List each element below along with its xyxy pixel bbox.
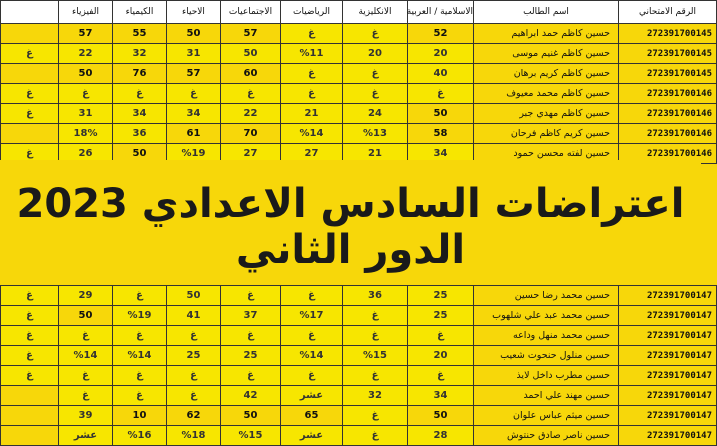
table-row	[1, 44, 717, 64]
grade-cell: %13	[343, 124, 408, 144]
student-name-cell: حسين محمد رضا حسين	[474, 286, 619, 306]
exam-number-cell: 272391700145	[619, 44, 717, 64]
grade-cell: 36	[113, 124, 167, 144]
student-name-cell: حسين مطرب داخل لايذ	[474, 366, 619, 386]
grade-cell: 20	[408, 346, 474, 366]
exam-number-cell: 272391700146	[619, 124, 717, 144]
grade-cell: 21	[343, 144, 408, 164]
grade-cell: غ	[167, 84, 221, 104]
grade-cell: غ	[167, 386, 221, 406]
grade-cell: غ	[343, 306, 408, 326]
grade-cell: %18	[167, 426, 221, 446]
grade-cell: 34	[408, 386, 474, 406]
col-header-islamic-arabic: الاسلامية / العربية	[408, 1, 474, 24]
grade-cell: 34	[167, 104, 221, 124]
grade-cell: 31	[167, 44, 221, 64]
table-row	[1, 346, 717, 366]
grade-cell: 50	[113, 144, 167, 164]
grade-cell: غ	[408, 326, 474, 346]
edge-cell: غ	[1, 286, 59, 306]
results-table-top	[0, 0, 717, 164]
edge-cell	[1, 426, 59, 446]
grade-cell: عشر	[281, 386, 343, 406]
grade-cell: 50	[59, 64, 113, 84]
grade-cell: %19	[113, 306, 167, 326]
grade-cell: 70	[221, 124, 281, 144]
table-row	[1, 64, 717, 84]
grade-cell: غ	[221, 84, 281, 104]
table-row	[1, 286, 717, 306]
grade-cell: 28	[408, 426, 474, 446]
exam-number-cell: 272391700147	[619, 406, 717, 426]
grade-cell: 25	[167, 346, 221, 366]
grade-cell: 22	[221, 104, 281, 124]
grade-cell: 24	[343, 104, 408, 124]
table-row	[1, 426, 717, 446]
table-row	[1, 84, 717, 104]
col-header-student-name: اسم الطالب	[474, 1, 619, 24]
grade-cell: عشر	[59, 426, 113, 446]
exam-number-cell: 272391700147	[619, 386, 717, 406]
col-header-physics: الفيزياء	[59, 1, 113, 24]
grade-cell: 29	[59, 286, 113, 306]
exam-number-cell: 272391700145	[619, 64, 717, 84]
grade-cell: 21	[281, 104, 343, 124]
table-row	[1, 124, 717, 144]
grade-cell: 42	[221, 386, 281, 406]
exam-number-cell: 272391700146	[619, 84, 717, 104]
grade-cell: غ	[113, 84, 167, 104]
grade-cell: 50	[408, 406, 474, 426]
edge-cell: غ	[1, 144, 59, 164]
grade-cell: غ	[113, 326, 167, 346]
exam-number-cell: 272391700146	[619, 144, 717, 164]
student-name-cell: حسين كاظم مهدي جبر	[474, 104, 619, 124]
grade-cell: 57	[167, 64, 221, 84]
table-header-row	[1, 1, 717, 24]
grade-cell: غ	[343, 24, 408, 44]
edge-cell: غ	[1, 44, 59, 64]
grade-cell: 32	[343, 386, 408, 406]
col-header-biology: الاحياء	[167, 1, 221, 24]
grade-cell: غ	[408, 84, 474, 104]
grade-cell: 50	[167, 286, 221, 306]
grade-cell: 55	[113, 24, 167, 44]
grade-cell: 76	[113, 64, 167, 84]
student-name-cell: حسين ميثم عباس علوان	[474, 406, 619, 426]
grade-cell: 10	[113, 406, 167, 426]
grade-cell: غ	[408, 366, 474, 386]
grade-cell: 20	[408, 44, 474, 64]
student-name-cell: حسين محمد منهل وداعه	[474, 326, 619, 346]
edge-cell: غ	[1, 306, 59, 326]
grade-cell: 50	[59, 306, 113, 326]
exam-number-cell: 272391700147	[619, 426, 717, 446]
grade-cell: 34	[113, 104, 167, 124]
grade-cell: %16	[113, 426, 167, 446]
grade-cell: 58	[408, 124, 474, 144]
grade-cell: 60	[221, 64, 281, 84]
exam-number-cell: 272391700147	[619, 326, 717, 346]
grade-cell: 50	[221, 406, 281, 426]
grade-cell: %14	[113, 346, 167, 366]
banner-title: اعتراضات السادس الاعدادي 2023 الدور الثاني	[16, 181, 685, 273]
grade-cell: 39	[59, 406, 113, 426]
student-name-cell: حسين كريم كاظم فرحان	[474, 124, 619, 144]
grade-cell: غ	[59, 326, 113, 346]
table-row	[1, 366, 717, 386]
grade-cell: غ	[113, 386, 167, 406]
grade-cell: 36	[343, 286, 408, 306]
exam-number-cell: 272391700147	[619, 286, 717, 306]
student-name-cell: حسين كاظم محمد معيوف	[474, 84, 619, 104]
grade-cell: غ	[113, 366, 167, 386]
grade-cell: 25	[408, 286, 474, 306]
grade-cell: غ	[113, 286, 167, 306]
grade-cell: %17	[281, 306, 343, 326]
col-header-math: الرياضيات	[281, 1, 343, 24]
student-name-cell: حسين كاظم غنيم موسى	[474, 44, 619, 64]
grade-cell: 22	[59, 44, 113, 64]
grade-cell: غ	[281, 366, 343, 386]
grade-cell: غ	[343, 326, 408, 346]
grade-cell: 31	[59, 104, 113, 124]
grade-cell: غ	[281, 326, 343, 346]
grade-cell: غ	[167, 366, 221, 386]
grade-cell: 18%	[59, 124, 113, 144]
col-header-exam-number: الرقم الامتحاني	[619, 1, 717, 24]
grade-cell: غ	[343, 84, 408, 104]
table-row	[1, 386, 717, 406]
grade-cell: غ	[221, 326, 281, 346]
grade-cell: 40	[408, 64, 474, 84]
grade-cell: غ	[59, 84, 113, 104]
table-row	[1, 306, 717, 326]
edge-cell: غ	[1, 346, 59, 366]
grade-cell: 52	[408, 24, 474, 44]
student-name-cell: حسين لفته محسن حمود	[474, 144, 619, 164]
grade-cell: 32	[113, 44, 167, 64]
grade-cell: غ	[281, 84, 343, 104]
results-table-bottom	[0, 285, 717, 446]
grade-cell: 25	[221, 346, 281, 366]
grade-cell: 34	[408, 144, 474, 164]
grade-cell: غ	[343, 64, 408, 84]
table-row	[1, 104, 717, 124]
student-name-cell: حسين كاظم كريم برهان	[474, 64, 619, 84]
exam-number-cell: 272391700147	[619, 306, 717, 326]
grade-cell: %11	[281, 44, 343, 64]
edge-cell: غ	[1, 84, 59, 104]
table-row	[1, 406, 717, 426]
edge-cell: غ	[1, 104, 59, 124]
table-row	[1, 326, 717, 346]
grade-cell: 20	[343, 44, 408, 64]
grade-cell: 50	[408, 104, 474, 124]
edge-cell	[1, 406, 59, 426]
edge-cell: غ	[1, 326, 59, 346]
exam-number-cell: 272391700145	[619, 24, 717, 44]
grade-cell: %14	[281, 124, 343, 144]
grade-cell: غ	[281, 286, 343, 306]
grade-cell: 37	[221, 306, 281, 326]
grade-cell: غ	[221, 366, 281, 386]
grade-cell: 57	[221, 24, 281, 44]
edge-cell	[1, 24, 59, 44]
edge-cell: غ	[1, 366, 59, 386]
grade-cell: %14	[281, 346, 343, 366]
col-header-english: الانكليزية	[343, 1, 408, 24]
student-name-cell: حسين ناصر صادق حنتوش	[474, 426, 619, 446]
grade-cell: %14	[59, 346, 113, 366]
col-header-social: الاجتماعيات	[221, 1, 281, 24]
grade-cell: 65	[281, 406, 343, 426]
student-name-cell: حسين منلول حنحوت شعيب	[474, 346, 619, 366]
student-name-cell: حسين مهند علي احمد	[474, 386, 619, 406]
grade-cell: 27	[281, 144, 343, 164]
grade-cell: عشر	[281, 426, 343, 446]
grade-cell: 25	[408, 306, 474, 326]
table-body-top	[1, 24, 717, 164]
student-name-cell: حسين محمد عبد علي شلهوب	[474, 306, 619, 326]
exam-number-cell: 272391700146	[619, 104, 717, 124]
grade-cell: غ	[343, 406, 408, 426]
grade-cell: غ	[167, 326, 221, 346]
edge-cell	[1, 386, 59, 406]
grade-cell: غ	[59, 386, 113, 406]
grade-cell: 61	[167, 124, 221, 144]
grade-cell: 50	[221, 44, 281, 64]
grade-cell: 41	[167, 306, 221, 326]
grade-cell: غ	[343, 366, 408, 386]
student-name-cell: حسين كاظم حمد ابراهيم	[474, 24, 619, 44]
table-row	[1, 24, 717, 44]
grade-cell: غ	[281, 64, 343, 84]
edge-cell	[1, 124, 59, 144]
edge-cell	[1, 64, 59, 84]
grade-cell: غ	[221, 286, 281, 306]
grade-cell: غ	[343, 426, 408, 446]
col-header-cut	[1, 1, 59, 24]
grade-cell: 50	[167, 24, 221, 44]
grade-cell: %15	[221, 426, 281, 446]
exam-number-cell: 272391700147	[619, 366, 717, 386]
grade-cell: 57	[59, 24, 113, 44]
grade-cell: %15	[343, 346, 408, 366]
table-body-bottom	[1, 286, 717, 446]
exam-number-cell: 272391700147	[619, 346, 717, 366]
grade-cell: 62	[167, 406, 221, 426]
col-header-chemistry: الكيمياء	[113, 1, 167, 24]
grade-cell: غ	[59, 366, 113, 386]
grade-cell: 27	[221, 144, 281, 164]
grade-cell: غ	[281, 24, 343, 44]
grade-cell: %19	[167, 144, 221, 164]
grade-cell: 26	[59, 144, 113, 164]
